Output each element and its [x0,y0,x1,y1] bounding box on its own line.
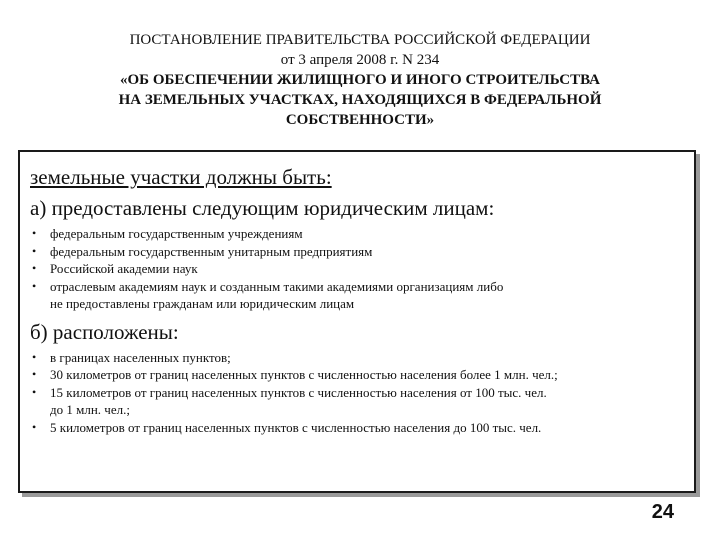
decree-name-line: СОБСТВЕННОСТИ» [285,112,435,128]
list-item-text: федеральным государственным учреждениям [50,226,303,241]
list-item [30,278,684,313]
list-item-text: 5 километров от границ населенных пунктов с численностью населения до 100 тыс. чел. [50,419,542,435]
list-item-text: до 1 млн. чел.; [50,402,130,417]
intro-heading: земельные участки должны быть: [30,165,332,189]
bullet-icon: • [32,243,37,258]
list-item-text: 30 километров от границ населенных пунктов с численностью населения более 1 млн. чел.; [50,367,558,382]
list-item-text: в границах населенных пунктов; [50,349,231,365]
list-item-text: Российской академии наук [50,261,198,276]
content-box [18,150,696,493]
section-a-heading: а) предоставлены следующим юридическим лицам: [30,196,495,220]
bullet-icon: • [32,349,37,364]
list-item [30,260,684,278]
bullet-icon: • [32,278,37,293]
decree-name-line: «ОБ ОБЕСПЕЧЕНИИ ЖИЛИЩНОГО И ИНОГО СТРОИТЕЛЬСТВА [120,72,600,88]
decree-date: от 3 апреля 2008 г. N 234 [280,52,440,68]
bullet-icon: • [32,367,37,381]
decree-title: ПОСТАНОВЛЕНИЕ ПРАВИТЕЛЬСТВА РОССИЙСКОЙ ФЕДЕРАЦИИ [129,32,591,48]
bullet-icon: • [32,226,37,240]
list-item-text: федеральным государственным унитарным предприятиям [50,243,373,259]
list-item [30,225,684,243]
list-item [30,243,684,261]
list-item-text: отраслевым академиям наук и созданным такими академиями организациям либо [50,278,504,294]
section-b-list [30,349,684,437]
document-header [60,30,660,130]
decree-name-line: НА ЗЕМЕЛЬНЫХ УЧАСТКАХ, НАХОДЯЩИХСЯ В ФЕДЕРАЛЬНОЙ [118,92,602,108]
list-item-text: 15 километров от границ населенных пунктов с численностью населения от 100 тыс. чел. [50,384,547,400]
list-item [30,366,684,384]
page-number: 24 [651,501,674,523]
section-b-heading: б) расположены: [30,319,179,344]
list-item [30,349,684,367]
section-a-list [30,225,684,313]
bullet-icon: • [32,384,37,399]
list-item [30,419,684,437]
bullet-icon: • [32,419,37,434]
bullet-icon: • [32,261,37,275]
list-item-text: не предоставлены гражданам или юридическим лицам [50,296,355,311]
list-item [30,384,684,419]
